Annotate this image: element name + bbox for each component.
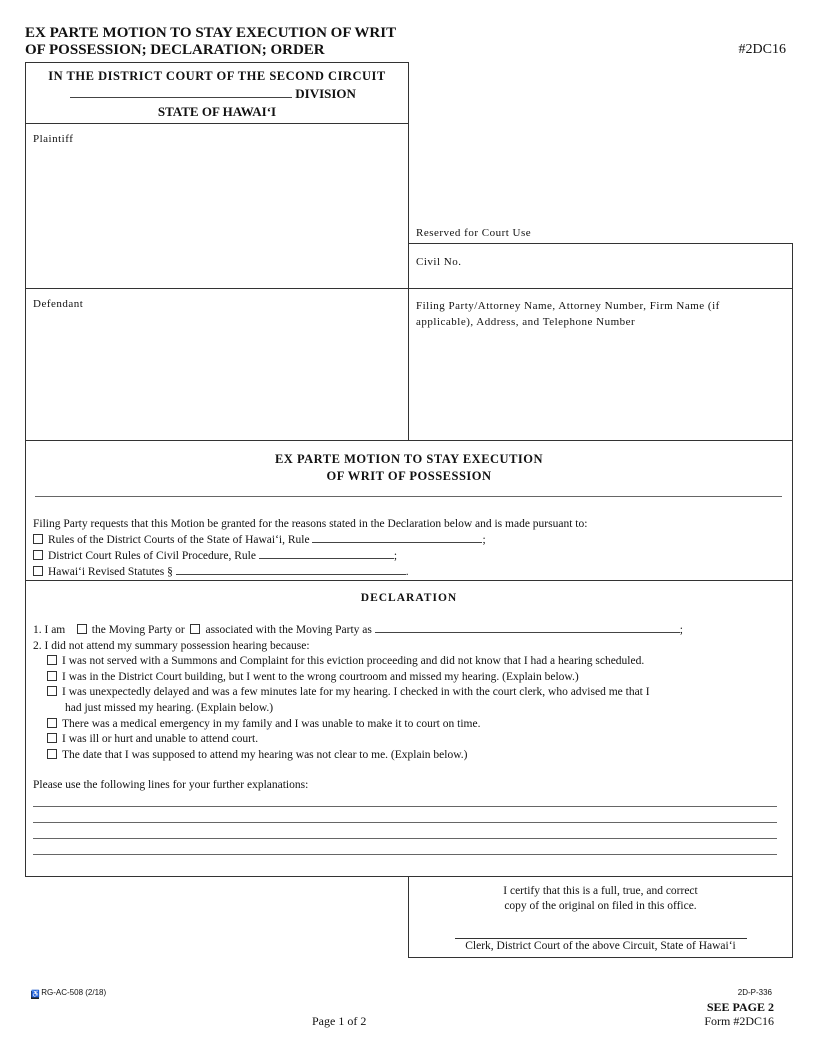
reserved-label: Reserved for Court Use	[416, 227, 532, 239]
explanation-line[interactable]	[33, 854, 777, 855]
state-name: STATE OF HAWAI‘I	[157, 104, 277, 119]
reason-label: I was not served with a Summons and Complaint for this eviction proceeding and did not know that I had a hearing scheduled.	[62, 655, 645, 668]
reason-list	[33, 654, 683, 763]
motion-intro: Filing Party requests that this Motion be granted for the reasons stated in the Declaration below and is made pursuant to:	[33, 518, 588, 530]
reason-label: I was in the District Court building, but I went to the wrong courtroom and missed my hearing. (Explain below.)	[62, 670, 579, 683]
checkbox-associated[interactable]	[190, 624, 200, 634]
checkbox[interactable]	[47, 749, 57, 759]
certification-text	[408, 884, 793, 914]
declaration-item-2: 2. I did not attend my summary possession hearing because:	[33, 639, 310, 652]
divider	[408, 288, 793, 289]
see-page-2: SEE PAGE 2	[706, 1000, 774, 1014]
reason-label: I was ill or hurt and unable to attend court.	[62, 733, 259, 746]
reason-item	[47, 670, 683, 686]
rule-blank[interactable]	[259, 548, 394, 559]
option-revised-statutes: Hawai‘i Revised Statutes § .	[33, 564, 587, 580]
division-line	[70, 86, 356, 102]
civil-box	[408, 243, 793, 441]
filing-party-label: Filing Party/Attorney Name, Attorney Number, Firm Name (if applicable), Address, and Telephone Number	[416, 300, 720, 328]
declaration-item-1: 1. I am the Moving Party or associated with the Moving Party as ;	[33, 624, 683, 636]
option-label: Hawai‘i Revised Statutes §	[48, 566, 173, 578]
certify-line-1: I certify that this is a full, true, and correct	[503, 885, 698, 897]
accessibility-icon: ♿	[31, 991, 40, 998]
title-line-2: OF POSSESSION; DECLARATION; ORDER	[25, 42, 325, 58]
motion-heading-1: EX PARTE MOTION TO STAY EXECUTION	[274, 452, 544, 466]
reason-item	[47, 732, 683, 748]
clerk-signature-line[interactable]	[455, 938, 747, 939]
checkbox[interactable]	[33, 566, 43, 576]
checkbox[interactable]	[47, 733, 57, 743]
reason-item	[47, 748, 683, 764]
checkbox[interactable]	[47, 686, 57, 696]
declaration-body	[33, 622, 683, 763]
internal-code: 2D-P-336	[737, 988, 772, 997]
reason-label: There was a medical emergency in my family and I was unable to make it to court on time.	[62, 717, 481, 730]
certify-line-2: copy of the original on filed in this office.	[504, 900, 697, 912]
rule-blank[interactable]	[312, 532, 482, 543]
option-label: District Court Rules of Civil Procedure, Rule	[48, 550, 256, 562]
checkbox[interactable]	[33, 550, 43, 560]
court-name: IN THE DISTRICT COURT OF THE SECOND CIRCUIT	[48, 69, 386, 83]
item1-option1: the Moving Party or	[91, 624, 185, 636]
form-id	[31, 988, 106, 999]
reason-item	[47, 717, 683, 733]
explanation-line[interactable]	[33, 838, 777, 839]
civil-no-label: Civil No.	[416, 256, 462, 268]
divider	[25, 123, 409, 124]
checkbox[interactable]	[47, 671, 57, 681]
reason-label: The date that I was supposed to attend my hearing was not clear to me. (Explain below.)	[62, 748, 468, 761]
page-number: Page 1 of 2	[312, 1014, 367, 1028]
reason-continuation: had just missed my hearing. (Explain below.)	[65, 701, 274, 714]
option-civil-procedure-rule: District Court Rules of Civil Procedure, Rule ;	[33, 548, 587, 564]
division-blank[interactable]	[70, 87, 292, 98]
reason-item	[47, 654, 683, 670]
checkbox[interactable]	[33, 534, 43, 544]
divider	[25, 580, 793, 581]
checkbox[interactable]	[47, 655, 57, 665]
title-line-1: EX PARTE MOTION TO STAY EXECUTION OF WRIT	[25, 25, 397, 41]
item1-option2: associated with the Moving Party as	[205, 624, 372, 636]
reason-label: I was unexpectedly delayed and was a few minutes late for my hearing. I checked in with the court clerk, who advised me that I	[62, 686, 650, 699]
association-blank[interactable]	[375, 622, 680, 633]
item1-prefix: 1. I am	[33, 624, 66, 636]
statute-blank[interactable]	[176, 564, 406, 575]
plaintiff-label: Plaintiff	[33, 133, 74, 145]
declaration-heading: DECLARATION	[360, 592, 458, 604]
checkbox[interactable]	[47, 718, 57, 728]
form-number: Form #2DC16	[704, 1014, 774, 1028]
rule-line	[35, 496, 782, 497]
explanation-line[interactable]	[33, 822, 777, 823]
explanation-line[interactable]	[33, 806, 777, 807]
option-district-courts-rule: Rules of the District Courts of the State of Hawai‘i, Rule ;	[33, 532, 587, 548]
checkbox-moving-party[interactable]	[77, 624, 87, 634]
form-code: #2DC16	[738, 42, 786, 57]
option-label: Rules of the District Courts of the State of Hawai‘i, Rule	[48, 534, 310, 546]
defendant-label: Defendant	[33, 298, 84, 310]
clerk-label: Clerk, District Court of the above Circuit, State of Hawai‘i	[465, 940, 736, 952]
division-label: DIVISION	[295, 86, 356, 101]
motion-heading-2: OF WRIT OF POSSESSION	[326, 469, 492, 483]
reason-item	[47, 685, 683, 701]
form-title	[25, 25, 396, 59]
divider	[25, 288, 409, 289]
explain-prompt: Please use the following lines for your further explanations:	[33, 779, 309, 791]
motion-body	[33, 516, 587, 580]
motion-heading	[26, 451, 792, 485]
form-id-text: RG-AC-508 (2/18)	[41, 988, 107, 997]
